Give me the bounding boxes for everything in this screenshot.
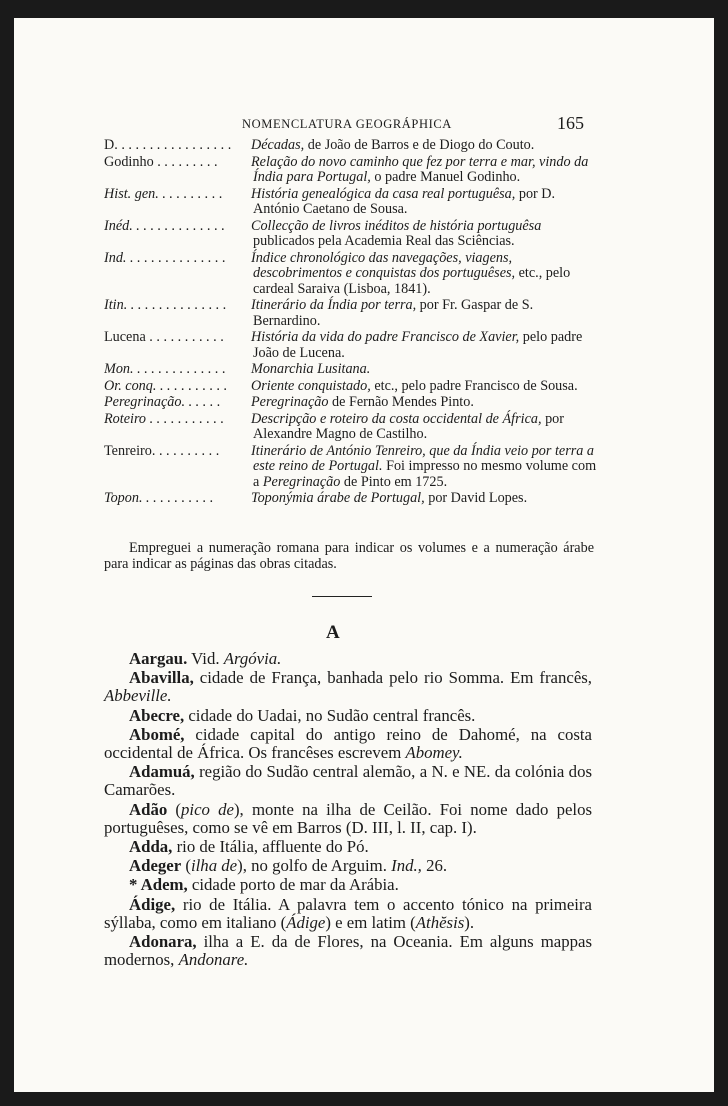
entry-text: rio de Itália, affluente do Pó. [172,837,369,857]
entry-headword: Adamuá, [129,762,195,782]
dictionary-entry [104,669,592,705]
entry-text: Vid. [187,649,224,668]
source-title: Índice chronológico das navegações, viagens, descobrimentos e conquistas dos portuguêses, [251,249,516,281]
abbreviation-source [252,379,604,395]
abbreviation-row [104,362,604,378]
source-author: de João de Barros e de Diogo do Couto. [304,137,535,153]
abbreviation-source [252,138,604,154]
abbreviation-row [104,251,604,298]
source-author: por David Lopes. [424,490,528,506]
dictionary-entries [104,650,592,970]
abbreviation-row [104,155,604,186]
source-title: Relação do novo caminho que fez por terra e mar, vindo da Índia para Portugal, [251,153,589,185]
entry-headword: Abavilla, [129,668,194,688]
abbreviation-key: Itin. . . . . . . . . . . . . . . [104,298,227,313]
entry-text: região do Sudão central alemão, a N. e NE. da colónia dos Camarões. [104,762,592,800]
source-title: Peregrinação [251,394,329,410]
abbreviation-row [104,187,604,218]
abbreviation-row [104,491,604,507]
entry-headword: Adonara, [129,932,197,952]
dictionary-entry [104,726,592,762]
entry-text: ). [464,912,475,932]
source-author: por Alexandre Magno de Castilho. [253,410,564,442]
entry-headword: Abecre, [129,705,185,725]
source-author: por Fr. Gaspar de S. Bernardino. [253,297,534,329]
abbreviation-row [104,395,604,411]
abbreviation-source [252,251,604,298]
abbreviation-key: Mon. . . . . . . . . . . . . . [104,362,226,377]
dictionary-entry [104,933,592,969]
source-author: de Fernão Mendes Pinto. [328,394,474,410]
entry-italic-text: pico de [181,799,234,819]
abbreviation-row [104,298,604,329]
source-author: etc., pelo cardeal Saraiva (Lisboa, 1841). [253,265,571,297]
section-divider [312,596,372,597]
entry-text: cidade do Uadai, no Sudão central francês. [184,705,476,725]
entry-headword: Adão [129,799,168,819]
entry-headword: Aargau. [129,649,188,668]
abbreviation-key: Tenreiro. . . . . . . . . . [104,443,220,459]
dictionary-entry [104,896,592,932]
abbreviation-key: Inéd. . . . . . . . . . . . . . [104,218,225,234]
running-title: NOMENCLATURA GEOGRÁPHICA [242,117,452,131]
entry-text: cidade de França, banhada pelo rio Somma. Em francês, [193,668,592,688]
dictionary-entry [104,650,592,668]
abbreviation-row [104,138,604,154]
abbreviation-key: Lucena . . . . . . . . . . . [104,330,224,345]
source-title: Collecção de livros inéditos de história portuguêsa [251,217,542,234]
book-page [14,18,714,1092]
abbreviation-row [104,379,604,395]
source-author: Foi impresso no mesmo volume com a [253,458,597,490]
entry-headword: Abomé, [129,724,185,744]
entry-text: ), no golfo de Arguim. [237,856,392,876]
abbreviation-row [104,444,604,491]
abbreviation-source [252,395,604,411]
abbreviation-key: D. . . . . . . . . . . . . . . . . [104,138,232,153]
source-title: Décadas, [251,137,305,153]
abbreviation-row [104,330,604,361]
dictionary-entry [104,707,592,725]
abbreviation-source [252,444,604,491]
dictionary-entry [104,838,592,856]
abbreviation-source [252,362,604,378]
entry-italic-text: Abbeville. [104,686,172,706]
source-title: Itinerário da Índia por terra, [251,297,417,313]
abbreviation-key: Ind. . . . . . . . . . . . . . . [104,250,226,266]
abbreviation-row [104,412,604,443]
abbreviation-key: Hist. gen. . . . . . . . . . [104,186,223,202]
entry-text: cidade porto de mar da Arábia. [187,875,399,895]
source-title: História genealógica da casa real portuguêsa, [251,185,516,202]
entry-text: ) e em latim ( [325,912,416,932]
source-author: o padre Manuel Godinho. [370,169,521,185]
entry-text: ), monte na ilha de Ceilão. Foi nome dado pelos portuguêses, como se vê em Barros (D. III, l. II, cap. I). [104,799,592,837]
source-title: Toponýmia árabe de Portugal, [251,490,425,506]
abbreviation-source [252,330,604,361]
abbreviation-row [104,219,604,250]
abbreviation-key: Topon. . . . . . . . . . . [104,491,214,506]
entry-headword: * Adem, [129,875,188,895]
abbreviation-key: Peregrinação. . . . . . [104,395,221,410]
abbreviation-key: Godinho . . . . . . . . . [104,154,218,170]
source-title: Monarchia Lusitana. [251,361,371,377]
entry-italic-text: Andonare. [178,950,249,970]
dictionary-entry [104,857,592,875]
entry-text: rio de Itália. A palavra tem o accento tónico na primeira sýllaba, como em italiano ( [104,894,592,932]
source-author: etc., pelo padre Francisco de Sousa. [370,377,578,394]
abbreviation-key: Or. conq. . . . . . . . . . . [104,378,228,394]
entry-italic-text: Athĕsis [415,912,465,932]
abbreviation-source [252,491,604,507]
abbreviation-source [252,412,604,443]
source-author: pelo padre João de Lucena. [253,329,583,361]
numbering-note: Empreguei a numeração romana para indicar os volumes e a numeração árabe para indicar as páginas das obras citadas. [104,540,594,572]
running-header [14,113,714,137]
source-title: Descripção e roteiro da costa occidental de África, [251,410,542,427]
entry-headword: Adda, [129,837,173,857]
source-title: Peregrinação [262,473,341,490]
abbreviation-list [104,138,604,508]
section-letter: A [326,622,342,643]
entry-text: ( [181,856,191,876]
entry-text: ( [167,799,182,819]
entry-headword: Adeger [129,856,182,876]
source-detail: de Pinto em 1725. [340,473,448,490]
abbreviation-key: Roteiro . . . . . . . . . . . [104,411,225,427]
source-author: publicados pela Academia Real das Sciências. [253,233,515,249]
entry-headword: Ádige, [129,894,176,914]
source-title: Oriente conquistado, [251,377,371,394]
page-number: 165 [557,113,584,133]
entry-italic-text: Ádige [286,912,326,932]
source-author: por D. António Caetano de Sousa. [253,185,556,217]
entry-italic-text: Ind., [391,856,422,876]
abbreviation-source [252,298,604,329]
source-title: História da vida do padre Francisco de Xavier, [251,329,520,345]
entry-text: ilha a E. da de Flores, na Oceania. Em alguns mappas modernos, [104,932,592,970]
entry-italic-text: Argóvia. [223,649,282,668]
dictionary-entry [104,876,592,894]
entry-text: 26. [421,856,448,876]
entry-italic-text: ilha de [190,856,238,876]
source-title: Itinerário de António Tenreiro, que da Índia veio por terra a este reino de Portugal. [251,442,594,474]
entry-italic-text: Abomey. [405,743,463,763]
dictionary-entry [104,763,592,799]
abbreviation-source [252,155,604,186]
abbreviation-source [252,219,604,250]
dictionary-entry [104,801,592,837]
abbreviation-source [252,187,604,218]
entry-text: cidade capital do antigo reino de Dahomé, na costa occidental de África. Os francêses escrevem [104,724,592,763]
